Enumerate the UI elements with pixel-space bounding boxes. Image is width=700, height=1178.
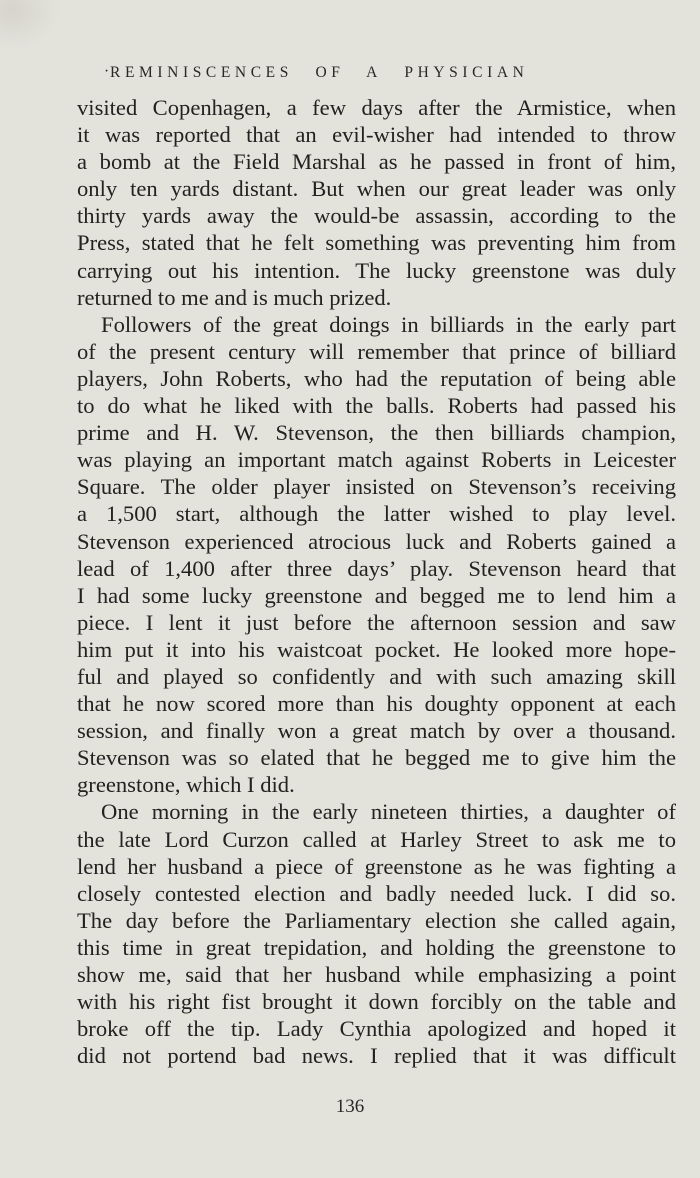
text-line: closely contested election and badly needed luck. I did so. xyxy=(77,880,676,906)
text-line: piece. I lent it just before the afternoon session and saw xyxy=(77,609,676,635)
text-line: greenstone, which I did. xyxy=(77,772,295,798)
text-line: Stevenson experienced atrocious luck and Roberts gained a xyxy=(77,528,676,554)
text-line: him put it into his waistcoat pocket. He looked more hope- xyxy=(77,636,676,662)
text-line: I had some lucky greenstone and begged me to lend him a xyxy=(77,582,676,608)
page-smudge xyxy=(0,0,60,50)
running-head-word: OF xyxy=(315,64,345,81)
text-line: prime and H. W. Stevenson, the then billiards champion, xyxy=(77,420,676,446)
text-line: it was reported that an evil-wisher had intended to throw xyxy=(77,122,676,148)
text-line: was playing an important match against Roberts in Leicester xyxy=(77,447,676,473)
text-line: did not portend bad news. I replied that it was difficult xyxy=(77,1043,676,1069)
running-head-word: REMINISCENCES xyxy=(110,64,293,81)
text-line: returned to me and is much prized. xyxy=(77,284,392,310)
text-line: to do what he liked with the balls. Roberts had passed his xyxy=(77,393,676,419)
text-line: visited Copenhagen, a few days after the Armistice, when xyxy=(77,95,676,120)
text-line: lend her husband a piece of greenstone as he was fighting a xyxy=(77,853,676,879)
text-line: of the present century will remember that prince of billiard xyxy=(77,338,676,364)
text-line: a bomb at the Field Marshal as he passed in front of him, xyxy=(77,149,676,175)
text-line: this time in great trepidation, and holding the greenstone to xyxy=(77,934,676,960)
text-line: broke off the tip. Lady Cynthia apologized and hoped it xyxy=(77,1016,676,1042)
text-line: thirty yards away the would-be assassin, according to the xyxy=(77,203,676,229)
text-line: with his right fist brought it down forcibly on the table and xyxy=(77,989,676,1015)
running-head-word: PHYSICIAN xyxy=(404,64,529,81)
text-line: carrying out his intention. The lucky greenstone was duly xyxy=(77,257,676,283)
text-line: Press, stated that he felt something was preventing him from xyxy=(77,230,676,256)
text-line: session, and finally won a great match by over a thousand. xyxy=(77,718,676,744)
page-number: 136 xyxy=(335,1096,365,1117)
text-line: that he now scored more than his doughty opponent at each xyxy=(77,691,676,717)
body-text xyxy=(77,94,676,1069)
text-line: The day before the Parliamentary election she called again, xyxy=(77,907,676,933)
running-head xyxy=(104,63,630,82)
text-line: ful and played so confidently and with such amazing skill xyxy=(77,663,676,689)
running-head-dot: · xyxy=(104,63,110,80)
text-line: Stevenson was so elated that he begged me to give him the xyxy=(77,745,676,771)
text-line: show me, said that her husband while emphasizing a point xyxy=(77,962,676,987)
text-line: Followers of the great doings in billiards in the early part xyxy=(101,311,676,337)
text-line: a 1,500 start, although the latter wished to play level. xyxy=(77,501,676,527)
text-line: the late Lord Curzon called at Harley Street to ask me to xyxy=(77,826,676,852)
text-line: One morning in the early nineteen thirties, a daughter of xyxy=(101,799,676,825)
text-line: players, John Roberts, who had the reputation of being able xyxy=(77,365,676,391)
running-head-word: A xyxy=(366,64,382,81)
text-line: lead of 1,400 after three days’ play. Stevenson heard that xyxy=(77,555,676,581)
text-line: only ten yards distant. But when our great leader was only xyxy=(77,176,676,202)
text-line: Square. The older player insisted on Stevenson’s receiving xyxy=(77,474,676,500)
